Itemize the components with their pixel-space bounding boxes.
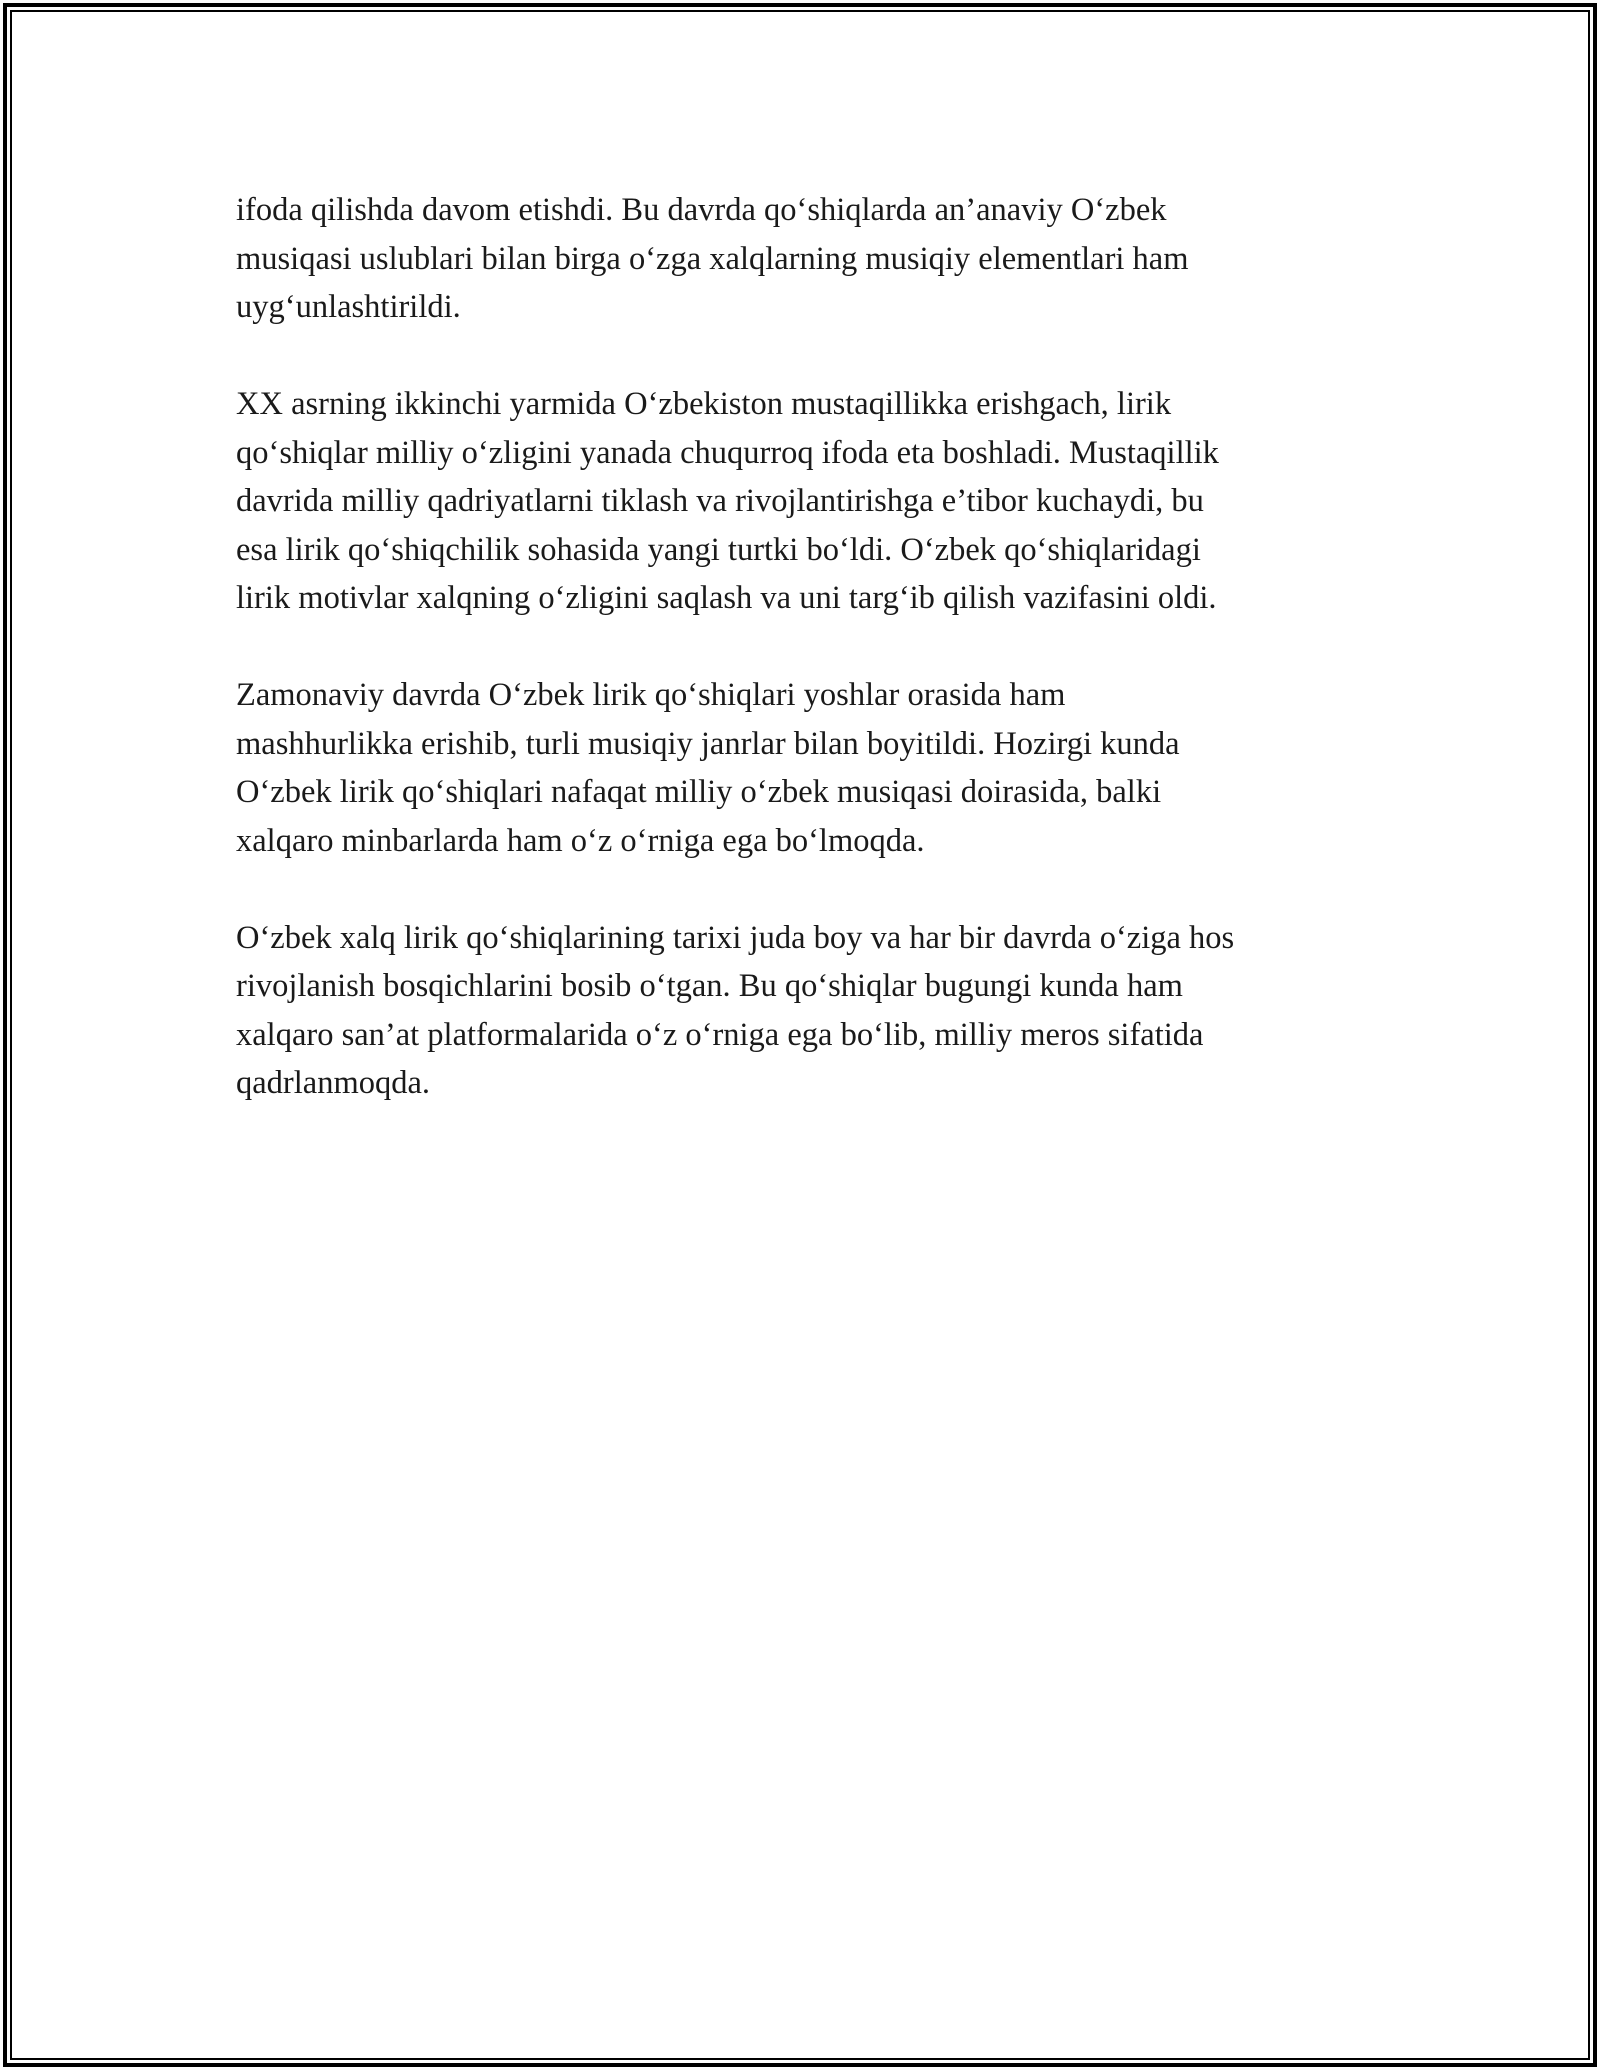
text-line: lirik motivlar xalqning o‘zligini saqlash va uni targ‘ib qilish vazifasini oldi. bbox=[236, 580, 1217, 616]
text-line: O‘zbek xalq lirik qo‘shiqlarining tarixi juda boy va har bir davrda o‘ziga hos bbox=[236, 919, 1235, 956]
text-line: xalqaro minbarlarda ham o‘z o‘rniga ega bo‘lmoqda. bbox=[236, 822, 925, 859]
text-line: Zamonaviy davrda O‘zbek lirik qo‘shiqlari yoshlar orasida ham bbox=[236, 677, 1066, 713]
text-line: musiqasi uslublari bilan birga o‘zga xalqlarning musiqiy elementlari ham bbox=[236, 240, 1189, 277]
text-line: ifoda qilishda davom etishdi. Bu davrda qo‘shiqlarda an’anaviy O‘zbek bbox=[236, 192, 1167, 228]
text-line: rivojlanish bosqichlarini bosib o‘tgan. Bu qo‘shiqlar bugungi kunda ham bbox=[236, 968, 1183, 1004]
text-line: O‘zbek lirik qo‘shiqlari nafaqat milliy o‘zbek musiqasi doirasida, balki bbox=[236, 774, 1162, 810]
text-line: mashhurlikka erishib, turli musiqiy janrlar bilan boyitildi. Hozirgi kunda bbox=[236, 725, 1180, 762]
text-line: xalqaro san’at platformalarida o‘z o‘rniga ega bo‘lib, milliy meros sifatida bbox=[236, 1016, 1204, 1053]
text-line: qadrlanmoqda. bbox=[236, 1065, 431, 1101]
text-line: qo‘shiqlar milliy o‘zligini yanada chuqurroq ifoda eta boshladi. Mustaqillik bbox=[236, 434, 1219, 471]
document-body bbox=[236, 186, 1376, 1156]
text-line: davrida milliy qadriyatlarni tiklash va rivojlantirishga e’tibor kuchaydi, bu bbox=[236, 483, 1204, 519]
text-line: uyg‘unlashtirildi. bbox=[236, 289, 461, 325]
paragraph-1 bbox=[236, 186, 1376, 332]
paragraph-2 bbox=[236, 380, 1376, 623]
text-line: XX asrning ikkinchi yarmida O‘zbekiston mustaqillikka erishgach, lirik bbox=[236, 386, 1172, 422]
paragraph-3 bbox=[236, 671, 1376, 865]
text-line: esa lirik qo‘shiqchilik sohasida yangi turtki bo‘ldi. O‘zbek qo‘shiqlaridagi bbox=[236, 531, 1201, 568]
paragraph-4 bbox=[236, 914, 1376, 1108]
